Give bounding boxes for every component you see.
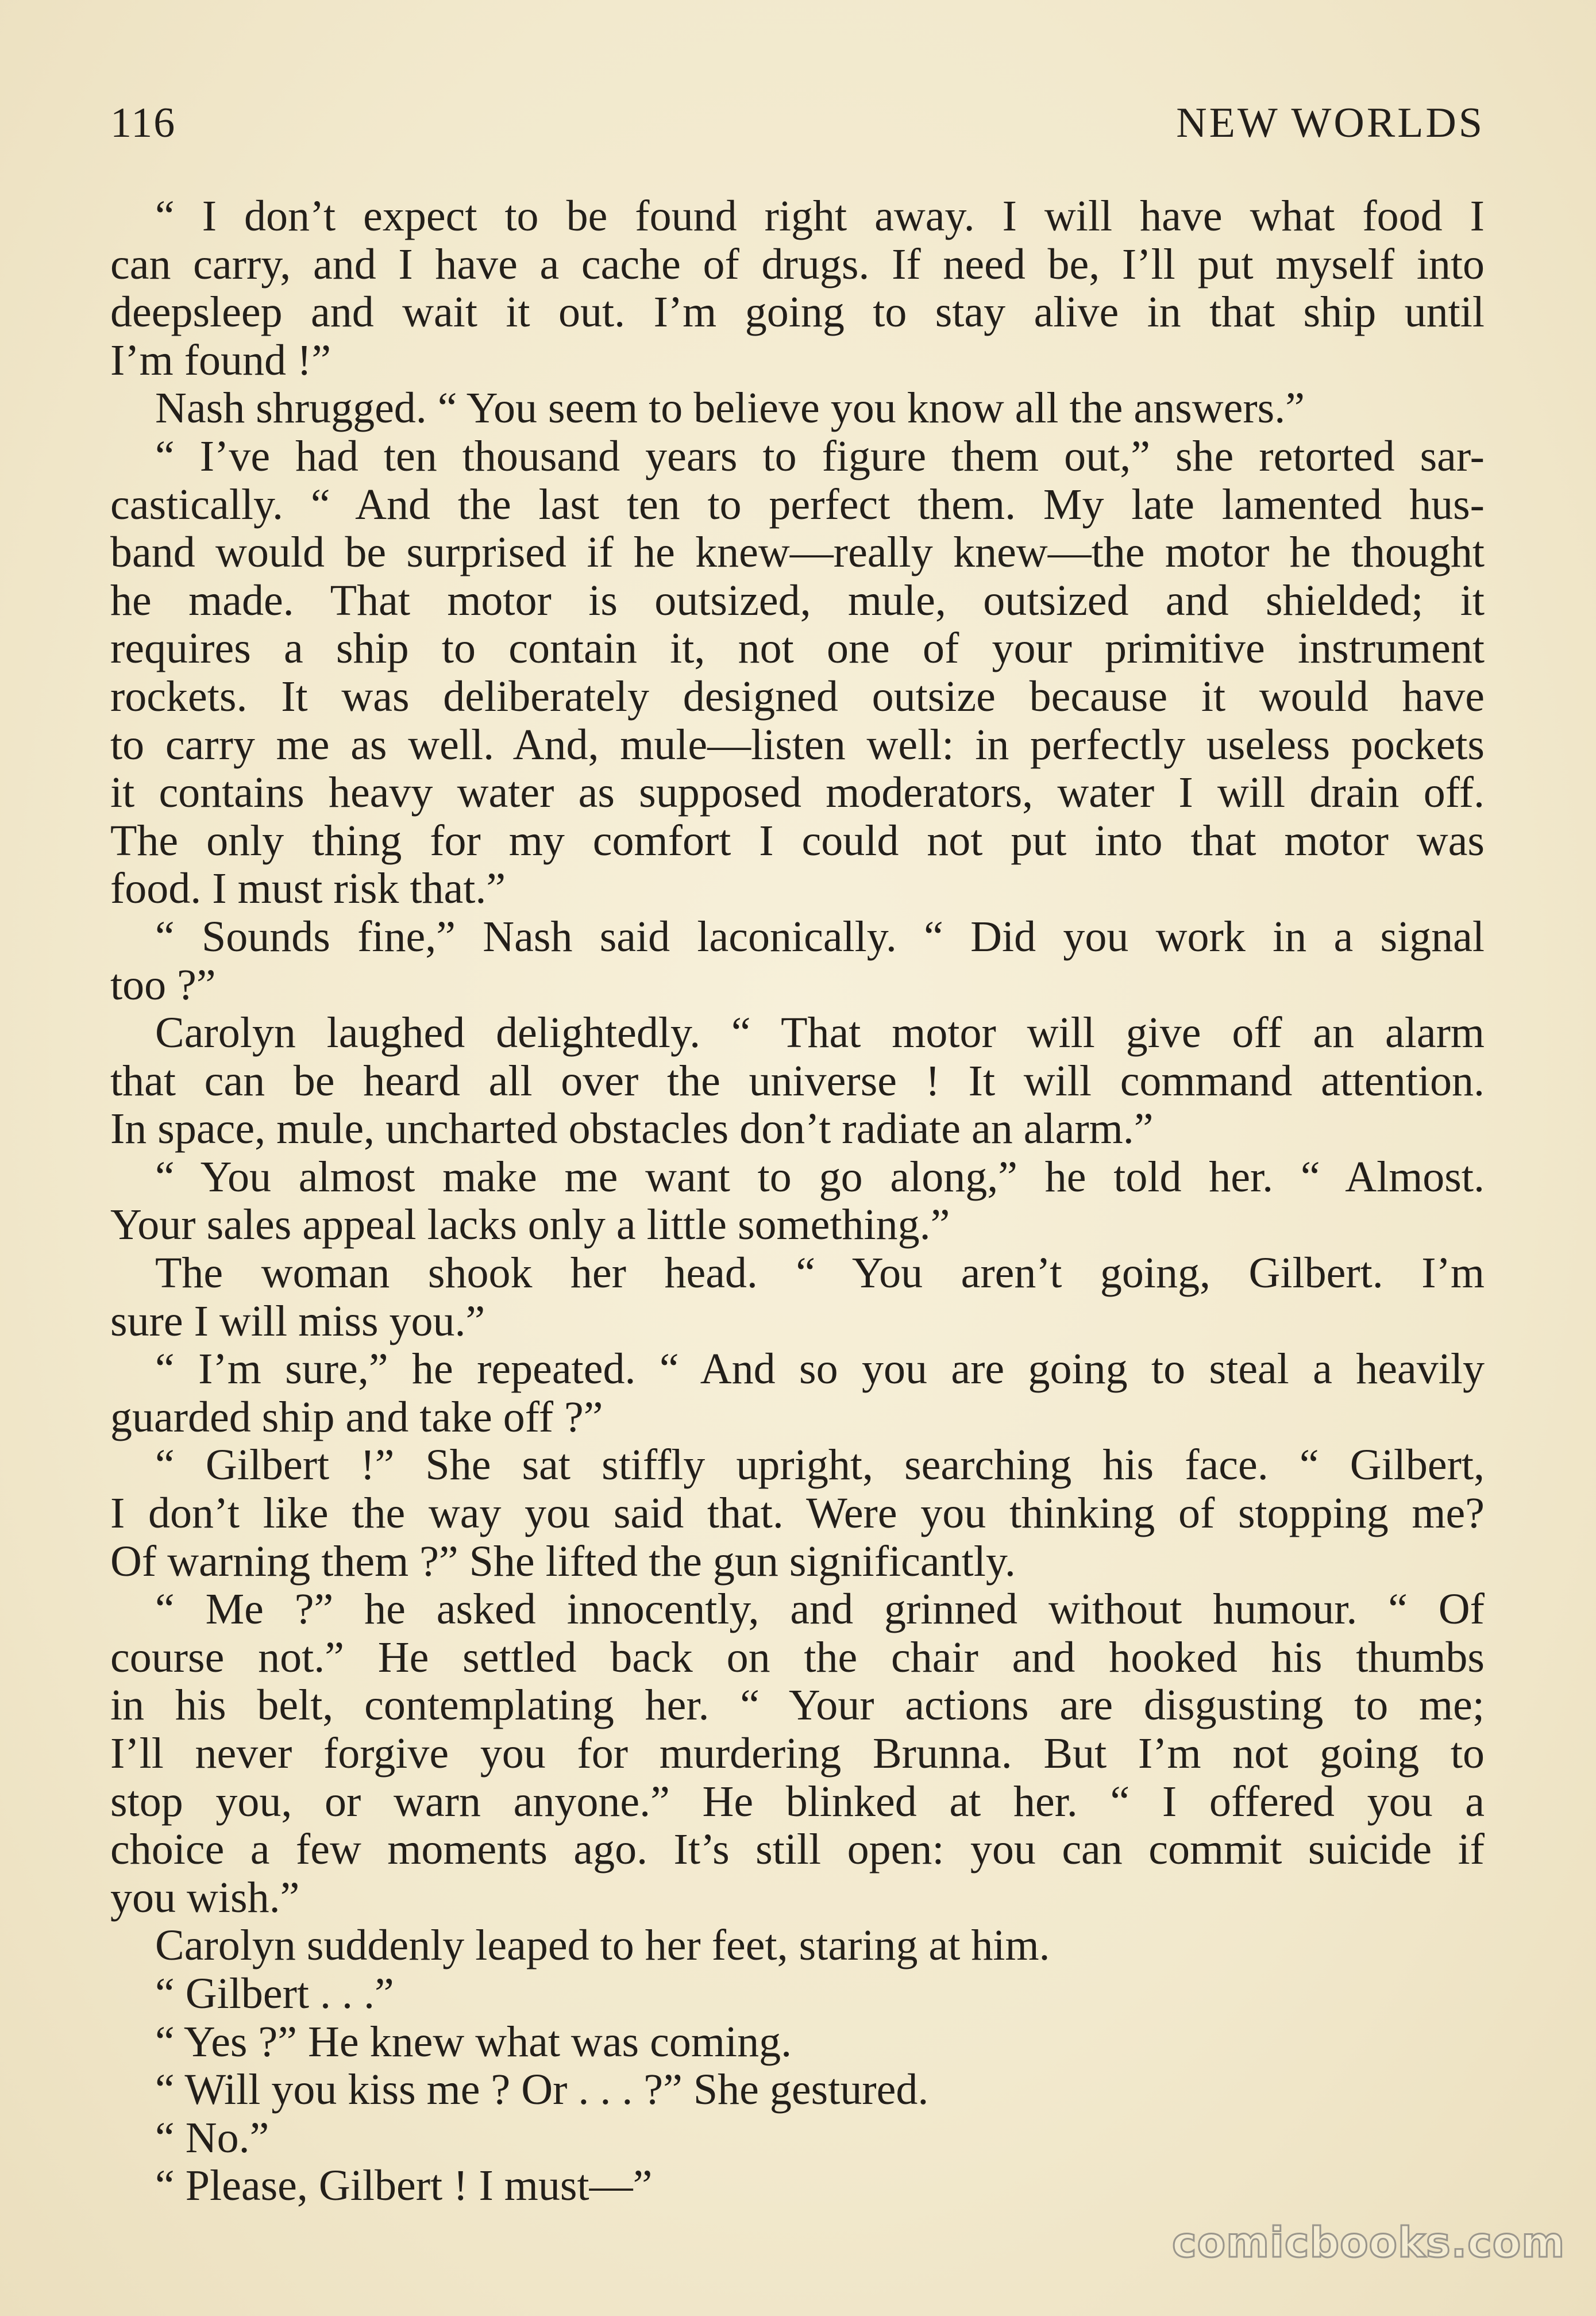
text-line: too ?” — [110, 960, 216, 1009]
text-line: I’m found !” — [110, 336, 331, 384]
text-line: “ Gilbert . . .” — [155, 1969, 394, 2018]
text-line: castically. “ And the last ten to perfect them. My late lamented hus- — [110, 480, 1485, 529]
text-line: deepsleep and wait it out. I’m going to stay alive in that ship until — [110, 288, 1485, 337]
text-line: Carolyn laughed delightedly. “ That motor will give off an alarm — [155, 1009, 1485, 1057]
text-line: The only thing for my comfort I could not put into that motor was — [110, 816, 1485, 865]
watermark: comicbooks.com — [1172, 2218, 1566, 2267]
text-line: you wish.” — [110, 1873, 300, 1922]
text-line: “ You almost make me want to go along,” he told her. “ Almost. — [155, 1152, 1485, 1201]
text-line: course not.” He settled back on the chair and hooked his thumbs — [110, 1633, 1485, 1682]
text-line: requires a ship to contain it, not one of your primitive instrument — [110, 624, 1485, 673]
running-head: NEW WORLDS — [1176, 99, 1485, 147]
text-line: food. I must risk that.” — [110, 864, 506, 913]
text-line: guarded ship and take off ?” — [110, 1392, 603, 1441]
text-line: rockets. It was deliberately designed outsize because it would have — [110, 672, 1485, 721]
text-line: “ Sounds fine,” Nash said laconically. “ Did you work in a signal — [155, 912, 1485, 961]
text-line: I don’t like the way you said that. Were you thinking of stopping me? — [110, 1489, 1485, 1538]
text-line: “ I don’t expect to be found right away. I will have what food I — [155, 192, 1485, 240]
text-line: “ I’ve had ten thousand years to figure them out,” she retorted sar- — [155, 432, 1485, 480]
text-line: can carry, and I have a cache of drugs. If need be, I’ll put myself into — [110, 240, 1485, 288]
text-line: stop you, or warn anyone.” He blinked at her. “ I offered you a — [110, 1777, 1485, 1826]
text-line: choice a few moments ago. It’s still open: you can commit suicide if — [110, 1825, 1485, 1874]
text-line: Your sales appeal lacks only a little something.” — [110, 1201, 950, 1249]
text-line: “ Yes ?” He knew what was coming. — [155, 2017, 792, 2066]
page-header — [110, 99, 1485, 151]
text-line: in his belt, contemplating her. “ Your actions are disgusting to me; — [110, 1681, 1485, 1730]
text-line: that can be heard all over the universe ! It will command attention. — [110, 1056, 1485, 1105]
text-line: Carolyn suddenly leaped to her feet, staring at him. — [155, 1921, 1050, 1970]
page-number: 116 — [110, 99, 176, 147]
text-line: to carry me as well. And, mule—listen well: in perfectly useless pockets — [110, 720, 1485, 769]
text-line: “ Please, Gilbert ! I must—” — [155, 2161, 653, 2210]
text-line: “ No.” — [155, 2113, 269, 2162]
text-line: he made. That motor is outsized, mule, outsized and shielded; it — [110, 576, 1485, 625]
text-line: “ Will you kiss me ? Or . . . ?” She gestured. — [155, 2065, 929, 2114]
text-line: “ I’m sure,” he repeated. “ And so you are going to steal a heavily — [155, 1345, 1485, 1394]
text-line: Of warning them ?” She lifted the gun significantly. — [110, 1537, 1016, 1586]
text-line: “ Gilbert !” She sat stiffly upright, searching his face. “ Gilbert, — [155, 1441, 1485, 1490]
text-line: sure I will miss you.” — [110, 1297, 485, 1345]
text-line: I’ll never forgive you for murdering Brunna. But I’m not going to — [110, 1729, 1485, 1778]
text-line: band would be surprised if he knew—really knew—the motor he thought — [110, 528, 1485, 577]
text-line: Nash shrugged. “ You seem to believe you know all the answers.” — [155, 384, 1305, 433]
text-line: it contains heavy water as supposed moderators, water I will drain off. — [110, 768, 1485, 817]
body-text — [110, 193, 1485, 2210]
text-line: The woman shook her head. “ You aren’t going, Gilbert. I’m — [155, 1249, 1485, 1298]
text-line: In space, mule, uncharted obstacles don’t radiate an alarm.” — [110, 1105, 1154, 1153]
text-line: “ Me ?” he asked innocently, and grinned without humour. “ Of — [155, 1585, 1485, 1634]
